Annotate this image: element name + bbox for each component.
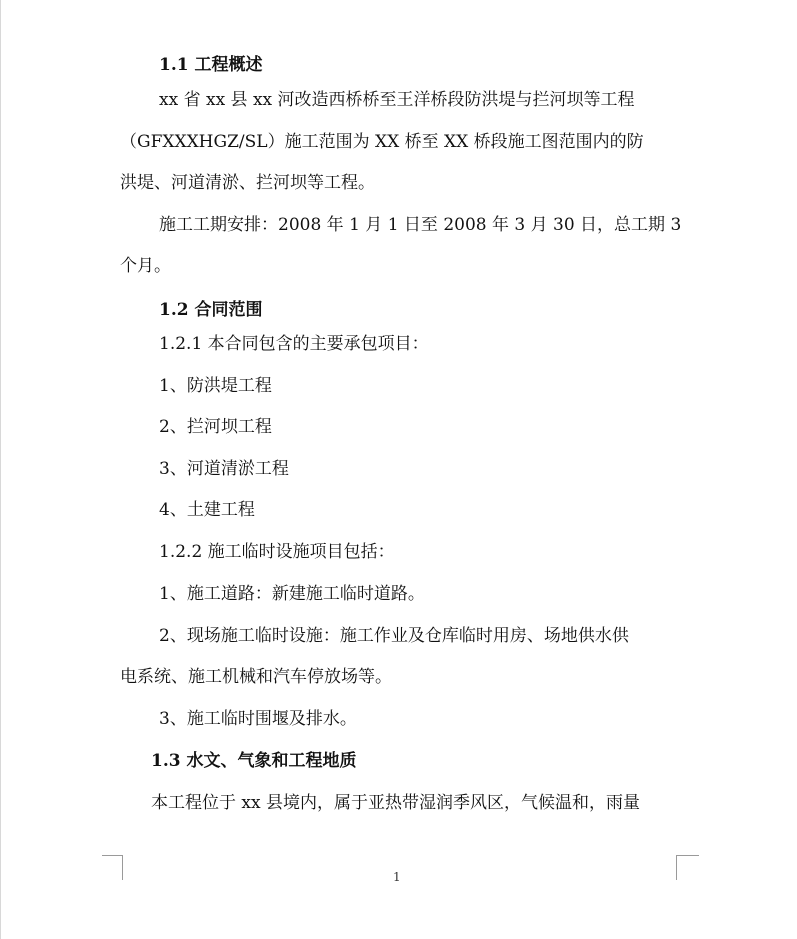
section-heading-1-1: 1.1 工程概述 — [159, 55, 263, 75]
list-item: 2、现场施工临时设施：施工作业及仓库临时用房、场地供水供 — [159, 626, 629, 646]
list-item: 3、河道清淤工程 — [159, 459, 289, 479]
paragraph-line: 洪堤、河道清淤、拦河坝等工程。 — [120, 173, 375, 193]
list-item: 1、防洪堤工程 — [159, 376, 272, 396]
list-item: 2、拦河坝工程 — [159, 417, 272, 437]
paragraph-line: 电系统、施工机械和汽车停放场等。 — [120, 667, 392, 687]
paragraph-line: xx 省 xx 县 xx 河改造西桥桥至王洋桥段防洪堤与拦河坝等工程 — [159, 90, 635, 110]
paragraph-line: 个月。 — [120, 256, 171, 276]
list-item: 4、土建工程 — [159, 500, 255, 520]
paragraph-line: 本工程位于 xx 县境内，属于亚热带湿润季风区，气候温和，雨量 — [151, 793, 640, 813]
page-number: 1 — [393, 870, 401, 884]
section-heading-1-2: 1.2 合同范围 — [159, 300, 263, 320]
crop-mark-right — [676, 855, 699, 880]
list-item: 3、施工临时围堰及排水。 — [159, 709, 357, 729]
paragraph-line: （GFXXXHGZ/SL）施工范围为 XX 桥至 XX 桥段施工图范围内的防 — [120, 132, 644, 152]
paragraph-line: 施工工期安排：2008 年 1 月 1 日至 2008 年 3 月 30 日，总工期 3 — [159, 215, 682, 235]
section-heading-1-3: 1.3 水文、气象和工程地质 — [151, 751, 357, 771]
paragraph-line: 1.2.1 本合同包含的主要承包项目： — [159, 334, 429, 354]
list-item: 1、施工道路：新建施工临时道路。 — [159, 584, 425, 604]
paragraph-line: 1.2.2 施工临时设施项目包括： — [159, 542, 395, 562]
crop-mark-left — [102, 855, 123, 880]
